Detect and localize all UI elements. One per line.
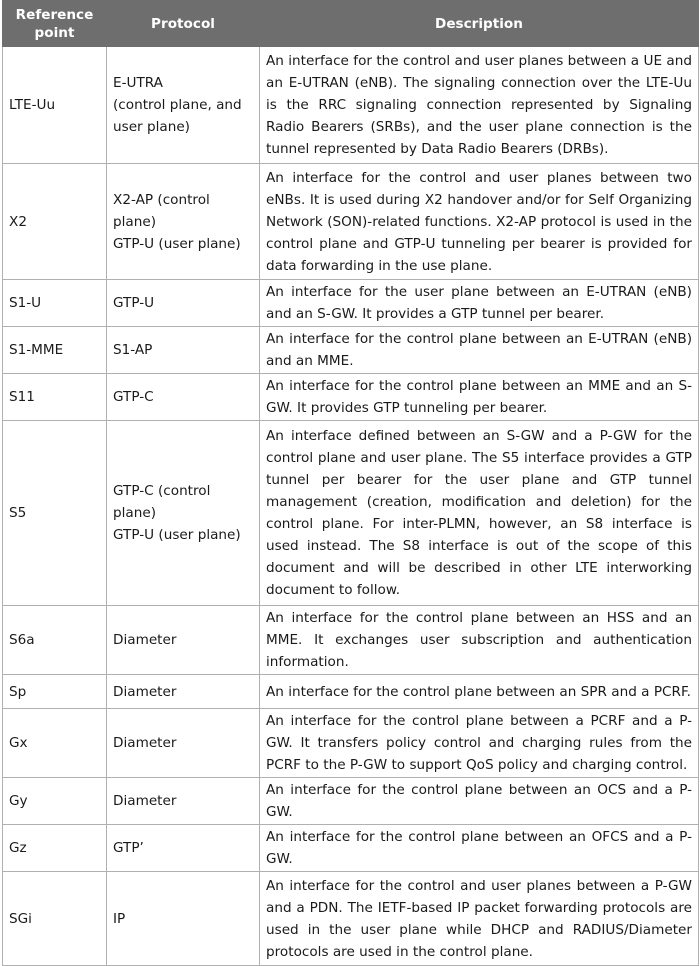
- reference-point-cell: X2: [3, 164, 107, 280]
- table-body: [3, 47, 699, 966]
- table-row: [3, 778, 699, 825]
- header-reference-point: [3, 1, 107, 47]
- table-row: [3, 327, 699, 374]
- header-row: [3, 1, 699, 47]
- protocol-cell: [107, 374, 260, 421]
- reference-point-cell: Gz: [3, 825, 107, 872]
- description-cell: An interface for the control plane between an SPR and a PCRF.: [260, 675, 699, 709]
- table-row: [3, 825, 699, 872]
- protocol-line: plane): [113, 505, 157, 521]
- reference-point-table: [2, 0, 699, 966]
- protocol-line: X2-AP (control: [113, 191, 210, 208]
- table-row: [3, 421, 699, 606]
- protocol-line: Diameter: [113, 735, 177, 751]
- protocol-line: GTP-C: [113, 389, 154, 405]
- protocol-line: user plane): [113, 119, 190, 135]
- reference-point-cell: Gx: [3, 709, 107, 778]
- protocol-line: GTP-U (user plane): [113, 527, 241, 543]
- table-row: [3, 164, 699, 280]
- protocol-line: Diameter: [113, 683, 177, 700]
- protocol-cell: [107, 327, 260, 374]
- protocol-line: S1-AP: [113, 342, 153, 358]
- protocol-line: (control plane, and: [113, 97, 242, 113]
- protocol-line: IP: [113, 910, 126, 927]
- reference-point-cell: Gy: [3, 778, 107, 825]
- protocol-cell: [107, 675, 260, 709]
- header-ref-line-1: Reference: [15, 6, 94, 23]
- description-cell: An interface for the user plane between an E-UTRAN (eNB) and an S-GW. It provides a GTP tunnel per bearer.: [260, 280, 699, 327]
- reference-point-cell: S11: [3, 374, 107, 421]
- protocol-cell: [107, 778, 260, 825]
- protocol-cell: [107, 872, 260, 966]
- description-cell: An interface defined between an S-GW and a P-GW for the control plane and user plane. The S5 interface provides a GTP tunnel per bearer for the user plane and GTP tunnel management (creation, modification and deletion) for the control plane. For inter-PLMN, however, an S8 interface is used instead. The S8 interface is out of the scope of this document and will be described in other LTE interworking document to follow.: [260, 421, 699, 606]
- table-row: [3, 606, 699, 675]
- table-row: [3, 374, 699, 421]
- protocol-line: GTP’: [113, 840, 144, 856]
- description-cell: An interface for the control and user planes between two eNBs. It is used during X2 handover and/or for Self Organizing Network (SON)-related functions. X2-AP protocol is used in the control plane and GTP-U tunneling per bearer is provided for data forwarding in the use plane.: [260, 164, 699, 280]
- header-protocol: Protocol: [107, 1, 260, 47]
- protocol-line: GTP-U (user plane): [113, 235, 241, 252]
- table-header: [3, 1, 699, 47]
- reference-point-cell: LTE-Uu: [3, 47, 107, 164]
- protocol-line: Diameter: [113, 793, 177, 809]
- table-row: [3, 709, 699, 778]
- header-description: Description: [260, 1, 699, 47]
- reference-point-cell: S5: [3, 421, 107, 606]
- protocol-cell: [107, 709, 260, 778]
- reference-point-cell: S6a: [3, 606, 107, 675]
- protocol-cell: [107, 280, 260, 327]
- description-cell: An interface for the control plane between an MME and an S-GW. It provides GTP tunneling per bearer.: [260, 374, 699, 421]
- table-row: [3, 872, 699, 966]
- protocol-cell: [107, 825, 260, 872]
- protocol-cell: [107, 606, 260, 675]
- protocol-line: plane): [113, 213, 157, 230]
- table-row: [3, 47, 699, 164]
- protocol-line: GTP-U: [113, 295, 155, 311]
- description-cell: An interface for the control plane between an E-UTRAN (eNB) and an MME.: [260, 327, 699, 374]
- description-cell: An interface for the control plane between an HSS and an MME. It exchanges user subscription and authentication information.: [260, 606, 699, 675]
- description-cell: An interface for the control plane between an OCS and a P-GW.: [260, 778, 699, 825]
- protocol-cell: [107, 47, 260, 164]
- description-cell: An interface for the control plane between a PCRF and a P-GW. It transfers policy control and charging rules from the PCRF to the P-GW to support QoS policy and charging control.: [260, 709, 699, 778]
- header-ref-line-2: point: [34, 24, 75, 41]
- table-row: [3, 675, 699, 709]
- reference-point-cell: SGi: [3, 872, 107, 966]
- reference-point-cell: S1-MME: [3, 327, 107, 374]
- protocol-cell: [107, 421, 260, 606]
- table-row: [3, 280, 699, 327]
- protocol-line: GTP-C (control: [113, 483, 211, 499]
- description-cell: An interface for the control and user planes between a UE and an E-UTRAN (eNB). The signaling connection over the LTE-Uu is the RRC signaling connection represented by Signaling Radio Bearers (SRBs), and the user plane connection is the tunnel represented by Data Radio Bearers (DRBs).: [260, 47, 699, 164]
- protocol-line: E-UTRA: [113, 75, 163, 91]
- reference-point-cell: S1-U: [3, 280, 107, 327]
- description-cell: An interface for the control and user planes between a P-GW and a PDN. The IETF-based IP packet forwarding protocols are used in the user plane while DHCP and RADIUS/Diameter protocols are used in the control plane.: [260, 872, 699, 966]
- protocol-line: Diameter: [113, 632, 177, 648]
- reference-point-cell: Sp: [3, 675, 107, 709]
- protocol-cell: [107, 164, 260, 280]
- description-cell: An interface for the control plane between an OFCS and a P-GW.: [260, 825, 699, 872]
